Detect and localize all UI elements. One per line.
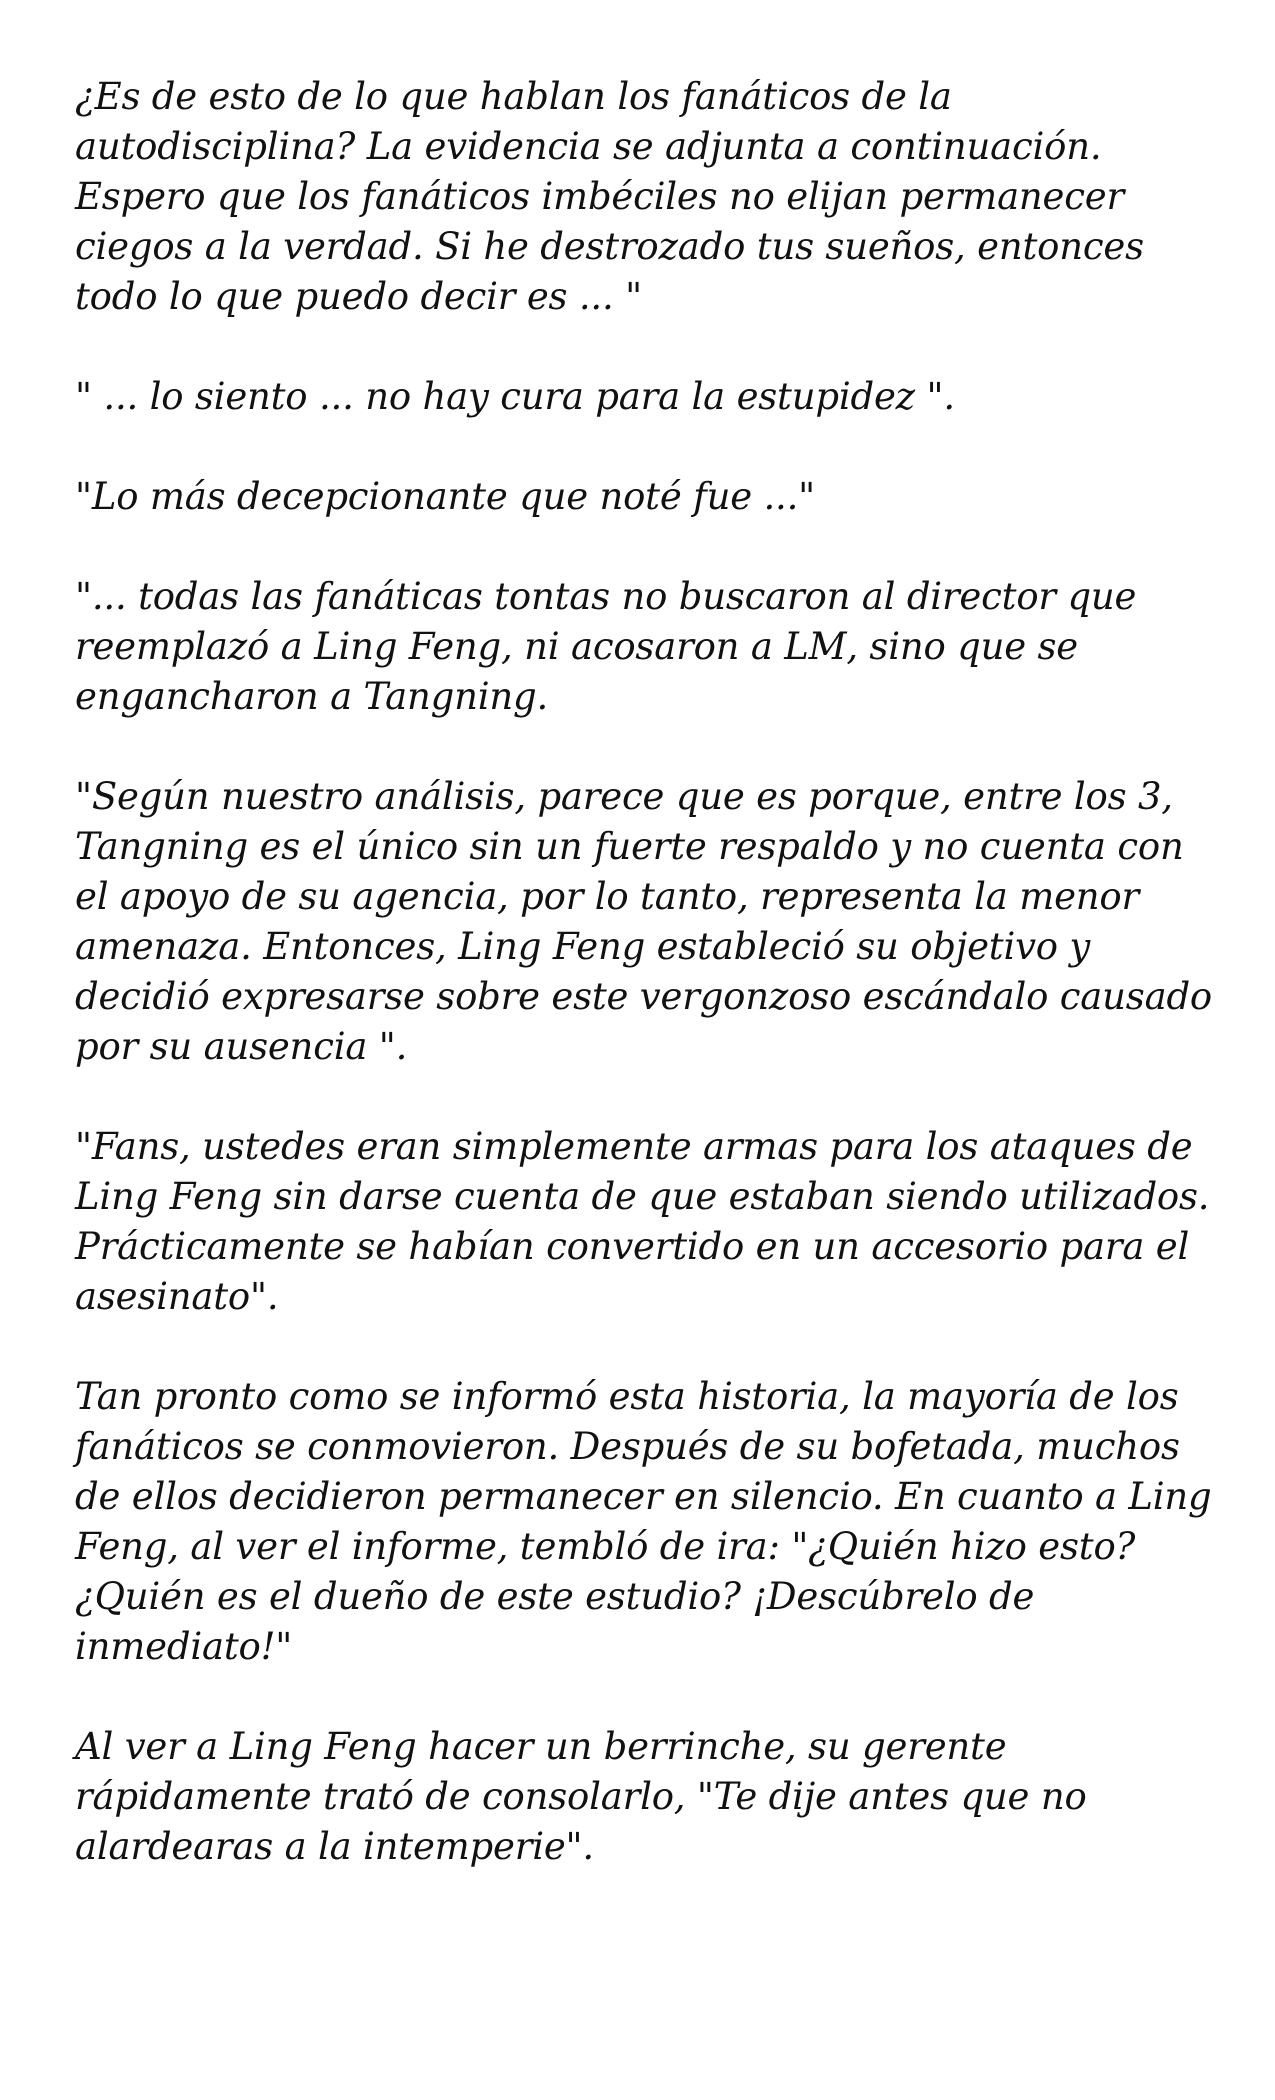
paragraph-8: Al ver a Ling Feng hacer un berrinche, su gerente rápidamente trató de consolarlo, "Te dije antes que no alardearas a la intemperie".	[75, 1725, 1087, 1868]
document-body	[75, 72, 1215, 1922]
paragraph-2: " ... lo siento ... no hay cura para la estupidez ".	[75, 375, 955, 418]
paragraph-4: "... todas las fanáticas tontas no buscaron al director que reemplazó a Ling Feng, ni acosaron a LM, sino que se engancharon a Tangning.	[75, 575, 1137, 718]
paragraph-5: "Según nuestro análisis, parece que es porque, entre los 3, Tangning es el único sin un fuerte respaldo y no cuenta con el apoyo de su agencia, por lo tanto, representa la menor amenaza. Entonces, Ling Feng estableció su objetivo y decidió expresarse sobre este vergonzoso escándalo causado por su ausencia ".	[75, 775, 1213, 1068]
paragraph-1: ¿Es de esto de lo que hablan los fanáticos de la autodisciplina? La evidencia se adjunta a continuación. Espero que los fanáticos imbéciles no elijan permanecer ciegos a la verdad. Si he destrozado tus sueños, entonces todo lo que puedo decir es ... "	[75, 75, 1144, 318]
paragraph-6: "Fans, ustedes eran simplemente armas para los ataques de Ling Feng sin darse cuenta de que estaban siendo utilizados. Prácticamente se habían convertido en un accesorio para el asesinato".	[75, 1125, 1210, 1318]
paragraph-3: "Lo más decepcionante que noté fue ..."	[75, 475, 815, 518]
paragraph-7: Tan pronto como se informó esta historia, la mayoría de los fanáticos se conmovieron. Después de su bofetada, muchos de ellos decidieron permanecer en silencio. En cuanto a Ling Feng, al ver el informe, tembló de ira: "¿Quién hizo esto? ¿Quién es el dueño de este estudio? ¡Descúbrelo de inmediato!"	[75, 1375, 1212, 1668]
